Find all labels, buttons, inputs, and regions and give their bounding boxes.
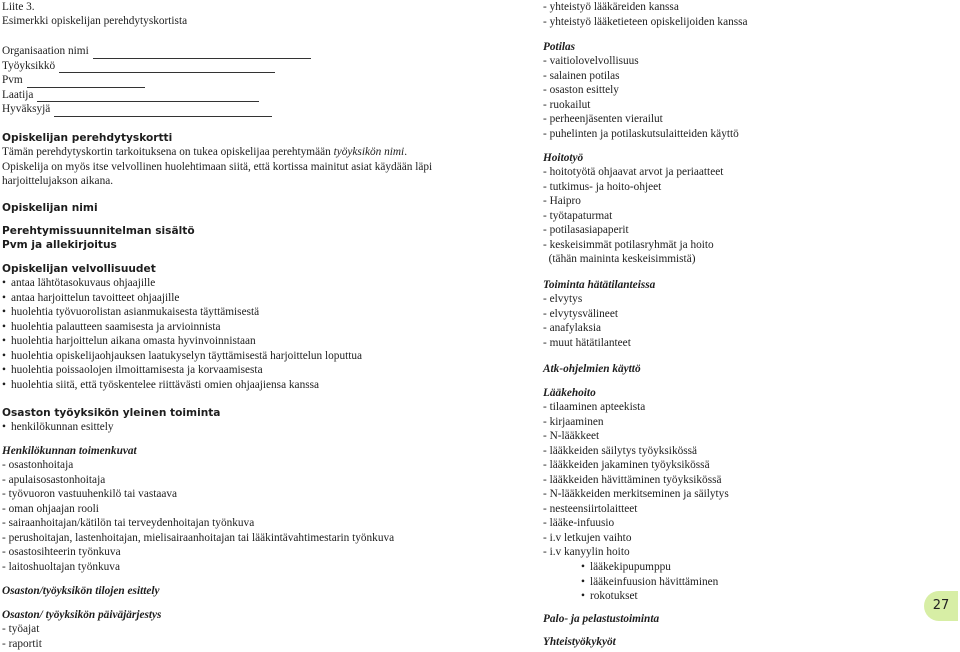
care-item [543, 165, 723, 180]
duty-item [2, 349, 362, 364]
routine-item [2, 637, 42, 652]
medication-item-text: - lääkkeiden hävittäminen työyksikössä [543, 473, 722, 486]
patient-item-text: - ruokailut [543, 98, 591, 111]
duties-title: Opiskelijan velvollisuudet [2, 263, 156, 275]
general-activity-list [2, 420, 114, 435]
form-field-label: Organisaation nimi [2, 45, 89, 57]
staff-role-item-text: - perushoitajan, lastenhoitajan, mielisairaanhoitajan tai lääkintävahtimestarin työnkuva [2, 531, 395, 544]
emergency-list [543, 292, 631, 350]
medication-item [543, 487, 729, 502]
care-item-text: - työtapaturmat [543, 209, 613, 222]
emergency-item [543, 292, 631, 307]
medication-item-text: - lääke-infuusio [543, 517, 615, 529]
medication-item [543, 444, 729, 459]
medication-subitem [581, 589, 718, 604]
medication-subitem-text: lääkekipupumppu [589, 561, 671, 573]
staff-role-item-text: - työvuoron vastuuhenkilö tai vastaava [2, 488, 178, 500]
care-item [543, 252, 723, 267]
care-item-text: - hoitotyötä ohjaavat arvot ja periaatteet [543, 166, 724, 178]
patient-item-text: - salainen potilas [543, 69, 620, 82]
emergency-item-text: - muut hätätilanteet [543, 336, 631, 349]
medication-item-text: - i.v letkujen vaihto [543, 531, 632, 544]
duty-item-text: huolehtia siitä, että työskentelee riittävästi omien ohjaajiensa kanssa [10, 378, 320, 391]
staff-role-item [2, 516, 394, 531]
staff-roles-title: Henkilökunnan toimenkuvat [2, 445, 137, 457]
duty-item-text: huolehtia opiskelijaohjauksen laatukyselyn täyttämisestä harjoittelun loputtua [10, 349, 363, 362]
patient-item [543, 54, 739, 69]
student-name-label: Opiskelijan nimi [2, 202, 98, 214]
care-item [543, 209, 723, 224]
form-field-label: Laatija [2, 88, 34, 101]
duty-item-text: antaa harjoittelun tavoitteet ohjaajille [10, 291, 180, 304]
emergency-item [543, 307, 631, 322]
intro-text-a: Tämän perehdytyskortin tarkoituksena on tukea opiskelijaa perehtymään [2, 146, 334, 158]
duty-item [2, 334, 362, 349]
form-field-label: Pvm [2, 74, 23, 86]
duty-item-text: huolehtia poissaolojen ilmoittamisesta ja korvaamisesta [10, 364, 263, 376]
duty-item-text: huolehtia työvuorolistan asianmukaisesta täyttämisestä [10, 306, 260, 318]
medication-item-text: - N-lääkkeiden merkitseminen ja säilytys [543, 488, 729, 500]
page-number-tab [924, 591, 958, 621]
routine-item [2, 622, 42, 637]
staff-role-item [2, 473, 394, 488]
staff-role-item-text: - sairaanhoitajan/kätilön tai terveydenhoitajan työnkuva [2, 517, 255, 529]
form-field-row [2, 73, 311, 88]
medication-item-text: - tilaaminen apteekista [543, 401, 646, 413]
medication-item-text: - N-lääkkeet [543, 430, 600, 442]
duty-item [2, 276, 362, 291]
patient-item [543, 112, 739, 127]
general-activity-title: Osaston työyksikön yleinen toiminta [2, 407, 221, 419]
medication-title: Lääkehoito [543, 387, 596, 399]
form-field-label: Hyväksyjä [2, 103, 51, 115]
patient-title: Potilas [543, 41, 576, 53]
cooperation-item [543, 0, 748, 15]
daily-routine-title: Osaston/ työyksikön päiväjärjestys [2, 609, 162, 621]
patient-item-text: - vaitiolovelvollisuus [543, 55, 639, 67]
form-field-blank-line [93, 47, 311, 59]
medication-item [543, 516, 729, 531]
duties-list [2, 276, 362, 392]
patient-item [543, 83, 739, 98]
plan-contents-label: Perehtymissuunnitelman sisältö [2, 225, 195, 237]
medication-item-text: - lääkkeiden säilytys työyksikössä [543, 444, 698, 457]
medication-item [543, 473, 729, 488]
staff-role-item [2, 458, 394, 473]
care-title: Hoitotyö [543, 152, 584, 164]
general-item-text: henkilökunnan esittely [10, 421, 114, 433]
form-field-label: Työyksikkö [2, 59, 56, 72]
medication-item [543, 458, 729, 473]
patient-item [543, 98, 739, 113]
cooperation-list [543, 0, 748, 29]
care-item [543, 238, 723, 253]
staff-role-item-text: - apulaisosastonhoitaja [2, 473, 106, 486]
form-field-blank-line [37, 90, 259, 102]
duty-item [2, 320, 362, 335]
care-item-text: - Haipro [543, 195, 581, 207]
form-field-row [2, 44, 311, 59]
daily-routine-list [2, 622, 42, 651]
care-item [543, 223, 723, 238]
page-number: 27 [932, 597, 950, 613]
patient-item [543, 69, 739, 84]
emergency-item-text: - anafylaksia [543, 322, 602, 334]
form-field-blank-line [59, 61, 275, 73]
medication-subitem [581, 560, 718, 575]
atk-title: Atk-ohjelmien käyttö [543, 363, 641, 375]
patient-item-text: - perheenjäsenten vierailut [543, 113, 663, 125]
intro-workplace-name: työyksikön nimi [333, 146, 405, 158]
general-item [2, 420, 114, 435]
emergency-item [543, 321, 631, 336]
cooperation-item-text: - yhteistyö lääketieteen opiskelijoiden kanssa [543, 15, 748, 28]
document-subtitle: Esimerkki opiskelijan perehdytyskortista [2, 15, 188, 27]
care-item-text: - keskeisimmät potilasryhmät ja hoito [543, 238, 714, 251]
medication-item [543, 429, 729, 444]
medication-item [543, 415, 729, 430]
staff-role-item [2, 487, 394, 502]
emergency-item [543, 336, 631, 351]
medication-item [543, 545, 729, 560]
medication-item-text: - i.v kanyylin hoito [543, 546, 630, 558]
patient-list [543, 54, 739, 141]
care-item [543, 180, 723, 195]
duty-item [2, 363, 362, 378]
intro-paragraph [2, 145, 447, 189]
emergency-item-text: - elvytysvälineet [543, 307, 618, 320]
emergency-item-text: - elvytys [543, 293, 583, 305]
care-item-text: - potilasasiapaperit [543, 224, 629, 236]
care-item-text: - tutkimus- ja hoito-ohjeet [543, 180, 662, 193]
care-item [543, 194, 723, 209]
premises-title: Osaston/työyksikön tilojen esittely [2, 585, 160, 597]
medication-item-text: - nesteensiirtolaitteet [543, 502, 638, 515]
form-field-blank-line [54, 105, 272, 117]
patient-item-text: - puhelinten ja potilaskutsulaitteiden käyttö [543, 127, 739, 140]
staff-role-item-text: - laitoshuoltajan työnkuva [2, 560, 120, 573]
date-signature-label: Pvm ja allekirjoitus [2, 239, 117, 251]
card-title: Opiskelijan perehdytyskortti [2, 132, 173, 144]
patient-item-text: - osaston esittely [543, 84, 619, 96]
medication-item-text: - lääkkeiden jakaminen työyksikössä [543, 459, 710, 471]
staff-role-item [2, 502, 394, 517]
routine-item-text: - raportit [2, 637, 42, 650]
medication-subitem [581, 575, 718, 590]
fire-rescue-title: Palo- ja pelastustoiminta [543, 613, 660, 625]
cooperation-item [543, 15, 748, 30]
patient-item [543, 127, 739, 142]
staff-role-item-text: - oman ohjaajan rooli [2, 502, 99, 515]
medication-item-text: - kirjaaminen [543, 415, 604, 428]
cooperation-item-text: - yhteistyö lääkäreiden kanssa [543, 1, 679, 13]
duty-item [2, 305, 362, 320]
staff-role-item [2, 531, 394, 546]
staff-role-item [2, 545, 394, 560]
form-field-row [2, 88, 311, 103]
medication-subitem-text: rokotukset [589, 590, 638, 602]
staff-roles-list [2, 458, 394, 574]
medication-subitem-text: lääkeinfuusion hävittäminen [589, 575, 719, 588]
staff-role-item-text: - osastosihteerin työnkuva [2, 546, 121, 558]
appendix-label: Liite 3. [2, 1, 35, 13]
form-field-blank-line [27, 76, 145, 88]
routine-item-text: - työajat [2, 623, 40, 635]
medication-item [543, 400, 729, 415]
medication-sublist [581, 560, 718, 604]
duty-item-text: antaa lähtötasokuvaus ohjaajille [10, 277, 156, 289]
staff-role-item [2, 560, 394, 575]
care-list [543, 165, 723, 267]
medication-list [543, 400, 729, 560]
duty-item [2, 378, 362, 393]
emergency-title: Toiminta hätätilanteissa [543, 279, 656, 291]
intro-text-b: . Opiskelija on myös itse velvollinen huolehtimaan siitä, että kortissa mainitut asiat käydään läpi harjoittelujakson aikana. [2, 146, 433, 187]
duty-item-text: huolehtia palautteen saamisesta ja arvioinnista [10, 320, 221, 333]
cooperation-skills-title: Yhteistyökykyöt [543, 636, 616, 648]
medication-item [543, 502, 729, 517]
staff-role-item-text: - osastonhoitaja [2, 459, 74, 471]
header-fields [2, 44, 311, 117]
form-field-row [2, 59, 311, 74]
duty-item-text: huolehtia harjoittelun aikana omasta hyvinvoinnistaan [10, 335, 256, 347]
form-field-row [2, 102, 311, 117]
care-item-text: (tähän maininta keskeisimmistä) [543, 253, 696, 265]
duty-item [2, 291, 362, 306]
medication-item [543, 531, 729, 546]
